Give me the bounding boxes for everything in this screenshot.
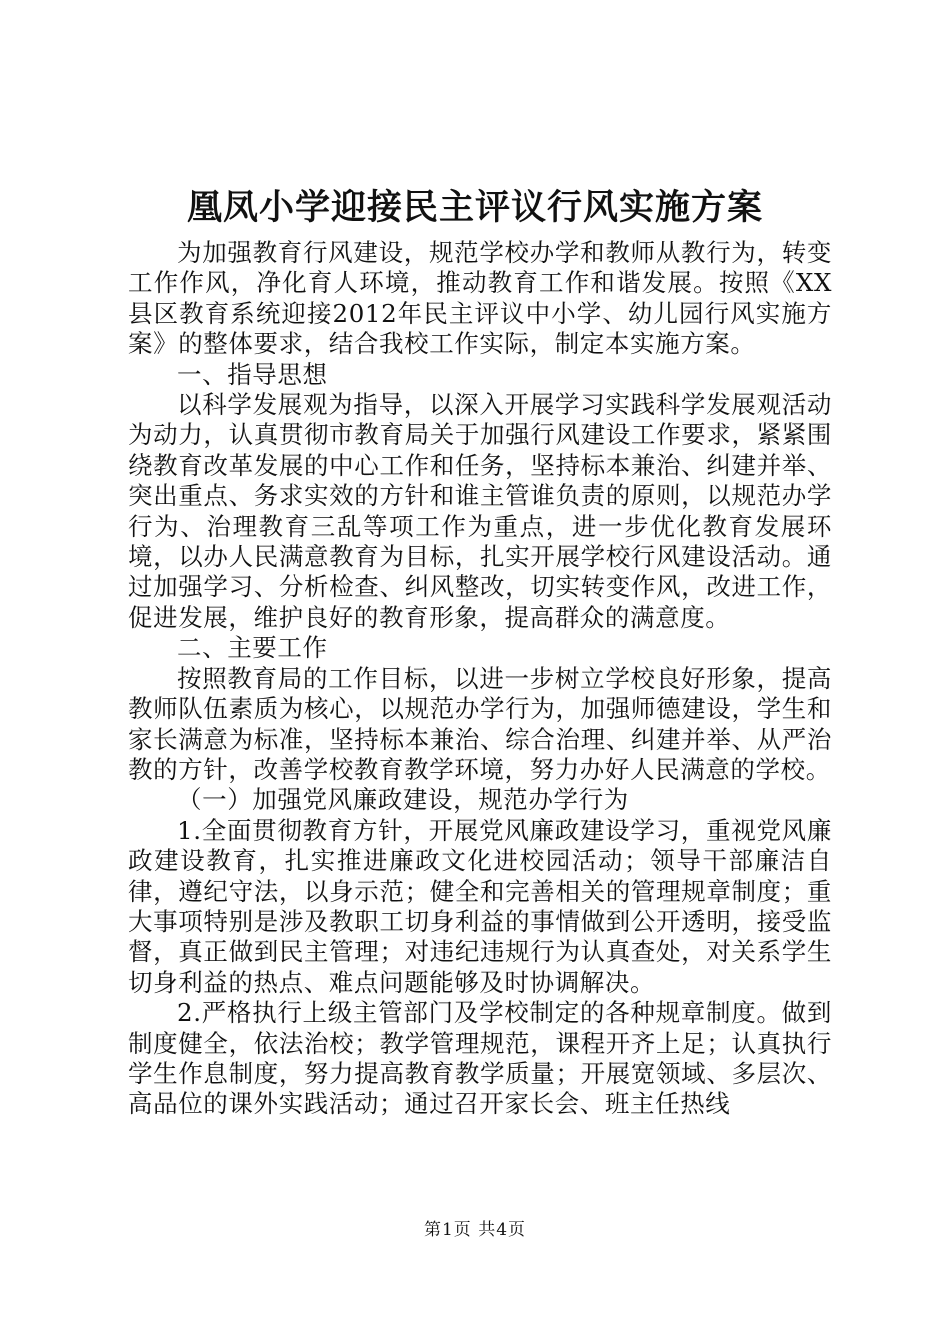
item-1-paragraph: 1.全面贯彻教育方针，开展党风廉政建设学习，重视党风廉政建设教育，扎实推进廉政文化进校园活动；领导干部廉洁自律，遵纪守法，以身示范；健全和完善相关的管理规章制度；重大事项特别是涉及教职工切身利益的事情做到公开透明，接受监督，真正做到民主管理；对违纪违规行为认真查处，对关系学生切身利益的热点、难点问题能够及时协调解决。 [128, 815, 832, 997]
section-heading-guiding-thought: 一、指导思想 [177, 359, 328, 389]
section-heading-main-work: 二、主要工作 [177, 633, 328, 663]
page-footer: 第1页 共4页 [423, 1220, 527, 1240]
guiding-thought-paragraph: 以科学发展观为指导，以深入开展学习实践科学发展观活动为动力，认真贯彻市教育局关于加强行风建设工作要求，紧紧围绕教育改革发展的中心工作和任务，坚持标本兼治、纠建并举、突出重点、务求实效的方针和谁主管谁负责的原则，以规范办学行为、治理教育三乱等项工作为重点，进一步优化教育发展环境，以办人民满意教育为目标，扎实开展学校行风建设活动。通过加强学习、分析检查、纠风整改，切实转变作风，改进工作，促进发展，维护良好的教育形象，提高群众的满意度。 [128, 390, 832, 632]
main-work-paragraph: 按照教育局的工作目标，以进一步树立学校良好形象，提高教师队伍素质为核心，以规范办学行为，加强师德建设，学生和家长满意为标准，坚持标本兼治、综合治理、纠建并举、从严治教的方针，改善学校教育教学环境，努力办好人民满意的学校。 [128, 663, 832, 784]
document-title: 凰凤小学迎接民主评议行风实施方案 [186, 187, 763, 228]
intro-paragraph: 为加强教育行风建设，规范学校办学和教师从教行为，转变工作作风，净化育人环境，推动教育工作和谐发展。按照《XX县区教育系统迎接2012年民主评议中小学、幼儿园行风实施方案》的整体要求，结合我校工作实际，制定本实施方案。 [128, 238, 832, 359]
item-2-paragraph: 2.严格执行上级主管部门及学校制定的各种规章制度。做到制度健全，依法治校；教学管理规范，课程开齐上足；认真执行学生作息制度，努力提高教育教学质量；开展宽领域、多层次、高品位的课外实践活动；通过召开家长会、班主任热线 [128, 998, 832, 1119]
subsection-heading-party-conduct: （一）加强党风廉政建设，规范办学行为 [177, 785, 629, 815]
document-body [128, 238, 832, 1120]
